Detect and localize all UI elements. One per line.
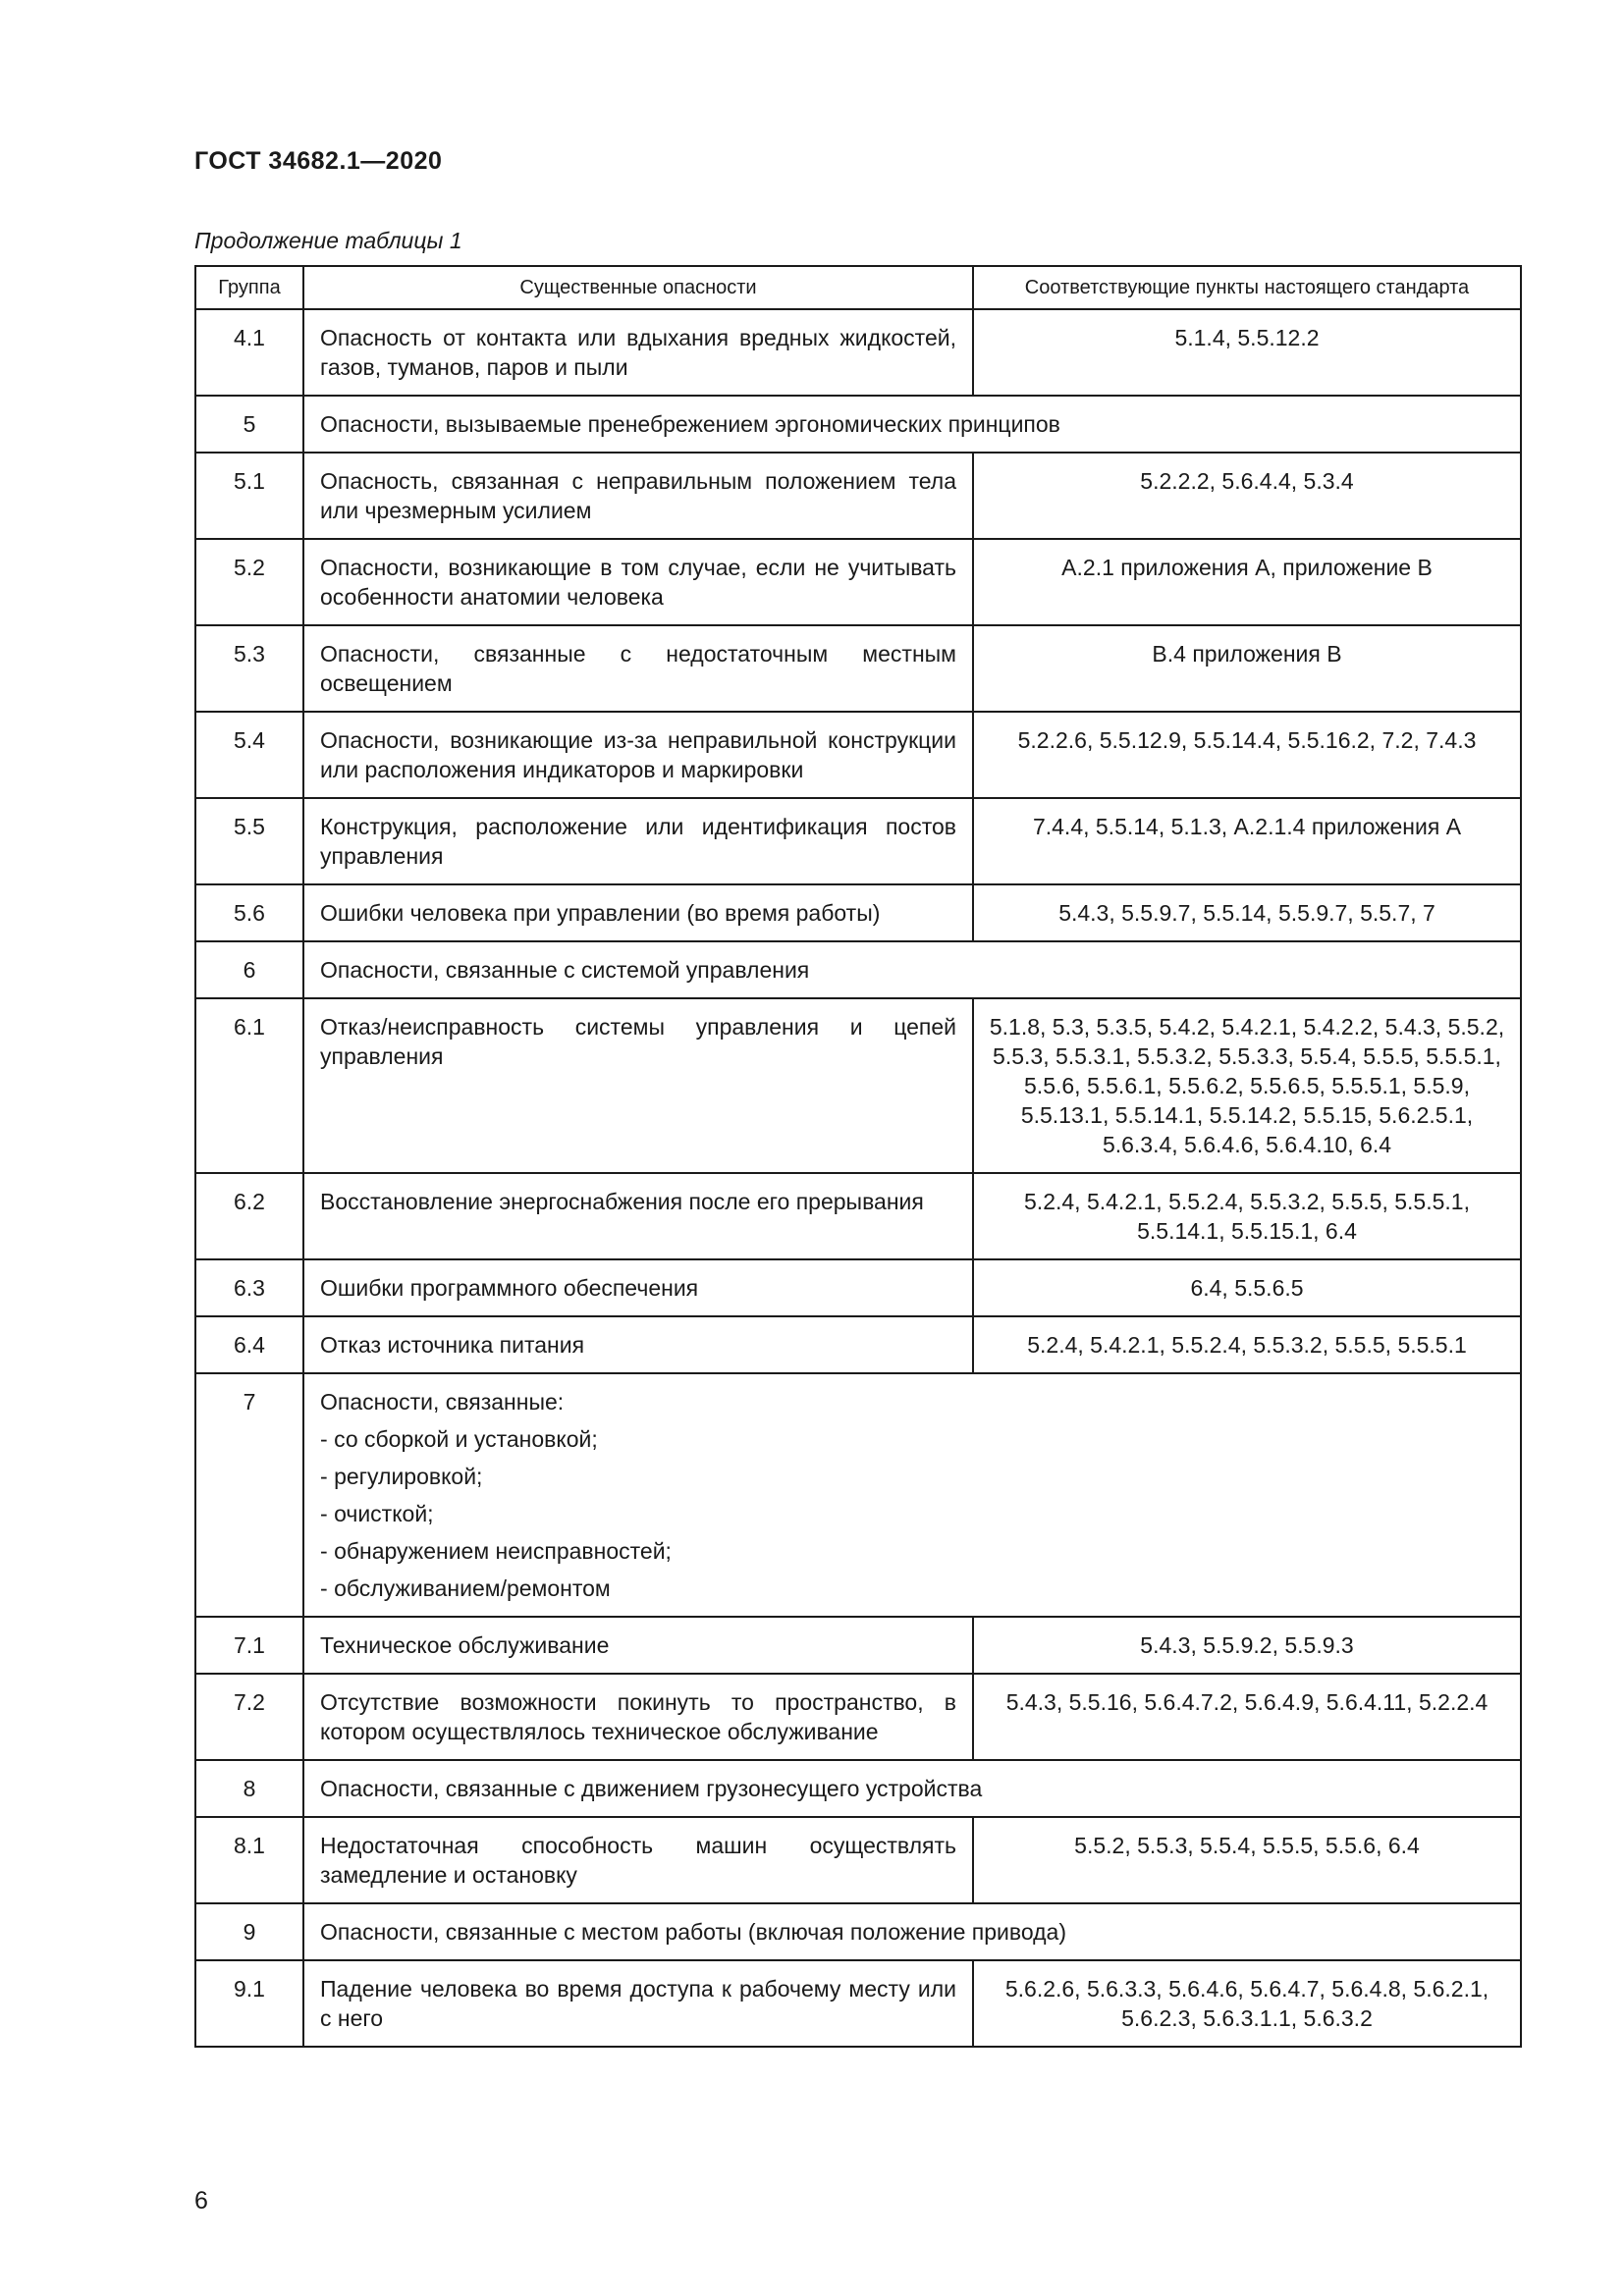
hazard-cell: Опасности, связанные с системой управления [303,941,1521,998]
table-row [195,1960,1521,2047]
group-cell: 5.3 [195,625,303,712]
group-cell: 5.6 [195,884,303,941]
hazard-cell [303,1373,1521,1617]
hazard-sublist [320,1424,1504,1603]
hazard-cell: Падение человека во время доступа к рабочему месту или с него [303,1960,973,2047]
table-row [195,1316,1521,1373]
references-cell: 5.4.3, 5.5.9.7, 5.5.14, 5.5.9.7, 5.5.7, 7 [973,884,1521,941]
group-cell: 6.3 [195,1259,303,1316]
group-cell: 7.1 [195,1617,303,1674]
hazard-cell: Опасности, связанные с недостаточным местным освещением [303,625,973,712]
table-row [195,1373,1521,1617]
hazard-cell: Ошибки программного обеспечения [303,1259,973,1316]
group-cell: 6.2 [195,1173,303,1259]
group-cell: 6.1 [195,998,303,1173]
group-cell: 7 [195,1373,303,1617]
column-header-references: Соответствующие пункты настоящего стандарта [973,266,1521,309]
references-cell: 5.4.3, 5.5.16, 5.6.4.7.2, 5.6.4.9, 5.6.4.11, 5.2.2.4 [973,1674,1521,1760]
hazard-cell: Опасность, связанная с неправильным положением тела или чрезмерным усилием [303,453,973,539]
table-row [195,1259,1521,1316]
group-cell: 9 [195,1903,303,1960]
list-item: - регулировкой; [320,1462,1504,1491]
references-cell: А.2.1 приложения А, приложение В [973,539,1521,625]
table-row [195,1903,1521,1960]
group-cell: 8 [195,1760,303,1817]
group-cell: 5 [195,396,303,453]
hazard-cell: Ошибки человека при управлении (во время работы) [303,884,973,941]
hazard-text: Опасности, связанные: [320,1389,565,1415]
page-number: 6 [194,2187,208,2215]
table-row [195,309,1521,396]
references-cell: В.4 приложения В [973,625,1521,712]
hazard-cell: Недостаточная способность машин осуществлять замедление и остановку [303,1817,973,1903]
references-cell: 5.1.8, 5.3, 5.3.5, 5.4.2, 5.4.2.1, 5.4.2.2, 5.4.3, 5.5.2, 5.5.3, 5.5.3.1, 5.5.3.2, 5.5.3.3, 5.5.4, 5.5.5, 5.5.5.1, 5.5.6, 5.5.6.1, 5.5.6.2, 5.5.6.5, 5.5.5.1, 5.5.9, 5.5.13.1, 5.5.14.1, 5.5.14.2, 5.5.15, 5.6.2.5.1, 5.6.3.4, 5.6.4.6, 5.6.4.10, 6.4 [973,998,1521,1173]
group-cell: 7.2 [195,1674,303,1760]
group-cell: 5.4 [195,712,303,798]
table-header-row [195,266,1521,309]
hazard-cell: Опасности, связанные с местом работы (включая положение привода) [303,1903,1521,1960]
table-row [195,1617,1521,1674]
hazard-cell: Опасности, вызываемые пренебрежением эргономических принципов [303,396,1521,453]
hazard-cell: Опасности, возникающие из-за неправильной конструкции или расположения индикаторов и маркировки [303,712,973,798]
table-row [195,1173,1521,1259]
group-cell: 8.1 [195,1817,303,1903]
references-cell: 5.4.3, 5.5.9.2, 5.5.9.3 [973,1617,1521,1674]
references-cell: 5.2.4, 5.4.2.1, 5.5.2.4, 5.5.3.2, 5.5.5, 5.5.5.1 [973,1316,1521,1373]
hazard-cell: Опасности, возникающие в том случае, если не учитывать особенности анатомии человека [303,539,973,625]
document-header: ГОСТ 34682.1—2020 [194,147,443,175]
group-cell: 5.5 [195,798,303,884]
group-cell: 9.1 [195,1960,303,2047]
list-item: - очисткой; [320,1499,1504,1528]
hazard-cell: Техническое обслуживание [303,1617,973,1674]
references-cell: 5.5.2, 5.5.3, 5.5.4, 5.5.5, 5.5.6, 6.4 [973,1817,1521,1903]
hazard-cell: Отсутствие возможности покинуть то пространство, в котором осуществлялось техническое обслуживание [303,1674,973,1760]
references-cell: 6.4, 5.5.6.5 [973,1259,1521,1316]
hazard-cell: Опасности, связанные с движением грузонесущего устройства [303,1760,1521,1817]
references-cell: 5.6.2.6, 5.6.3.3, 5.6.4.6, 5.6.4.7, 5.6.4.8, 5.6.2.1, 5.6.2.3, 5.6.3.1.1, 5.6.3.2 [973,1960,1521,2047]
list-item: - обслуживанием/ремонтом [320,1574,1504,1603]
table-caption: Продолжение таблицы 1 [194,228,462,253]
references-cell: 5.2.2.6, 5.5.12.9, 5.5.14.4, 5.5.16.2, 7.2, 7.4.3 [973,712,1521,798]
table-row [195,625,1521,712]
group-cell: 5.2 [195,539,303,625]
table-row [195,539,1521,625]
group-cell: 6 [195,941,303,998]
group-cell: 6.4 [195,1316,303,1373]
table-row [195,453,1521,539]
table-row [195,998,1521,1173]
hazard-cell: Отказ/неисправность системы управления и цепей управления [303,998,973,1173]
table-row [195,941,1521,998]
hazard-cell: Опасность от контакта или вдыхания вредных жидкостей, газов, туманов, паров и пыли [303,309,973,396]
references-cell: 5.2.4, 5.4.2.1, 5.5.2.4, 5.5.3.2, 5.5.5, 5.5.5.1, 5.5.14.1, 5.5.15.1, 6.4 [973,1173,1521,1259]
references-cell: 5.1.4, 5.5.12.2 [973,309,1521,396]
hazards-table [194,265,1522,2048]
hazard-cell: Восстановление энергоснабжения после его прерывания [303,1173,973,1259]
references-cell: 7.4.4, 5.5.14, 5.1.3, А.2.1.4 приложения А [973,798,1521,884]
table-row [195,712,1521,798]
column-header-hazards: Существенные опасности [303,266,973,309]
table-row [195,1674,1521,1760]
table-row [195,798,1521,884]
references-cell: 5.2.2.2, 5.6.4.4, 5.3.4 [973,453,1521,539]
table-row [195,1760,1521,1817]
table-body [195,309,1521,2047]
group-cell: 5.1 [195,453,303,539]
list-item: - обнаружением неисправностей; [320,1536,1504,1566]
column-header-group: Группа [195,266,303,309]
group-cell: 4.1 [195,309,303,396]
table-row [195,884,1521,941]
hazard-cell: Конструкция, расположение или идентификация постов управления [303,798,973,884]
table-row [195,396,1521,453]
hazard-cell: Отказ источника питания [303,1316,973,1373]
table-row [195,1817,1521,1903]
list-item: - со сборкой и установкой; [320,1424,1504,1454]
